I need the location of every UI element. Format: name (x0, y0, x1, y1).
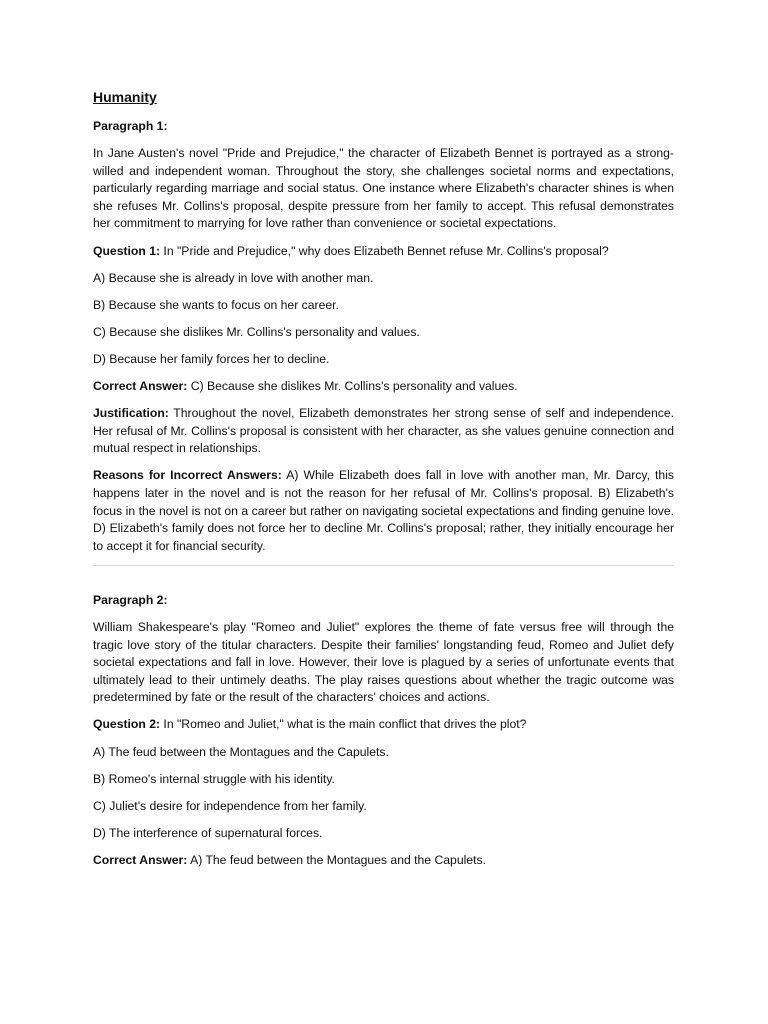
option-a: A) The feud between the Montagues and the Capulets. (93, 744, 389, 759)
question-text: In "Romeo and Juliet," what is the main conflict that drives the plot? (160, 717, 527, 732)
option-b: B) Because she wants to focus on her career. (93, 297, 339, 312)
section-divider (93, 565, 674, 566)
reasons-label: Reasons for Incorrect Answers: (93, 468, 282, 483)
question-label: Question 1: (93, 243, 161, 258)
justification-label: Justification: (93, 406, 169, 421)
option-c: C) Because she dislikes Mr. Collins's personality and values. (93, 324, 420, 339)
answer-label: Correct Answer: (93, 852, 188, 867)
correct-answer (93, 378, 674, 396)
option-d: D) The interference of supernatural forces. (93, 825, 323, 840)
question (93, 243, 674, 261)
option-a: A) Because she is already in love with another man. (93, 270, 374, 285)
justification-text: Throughout the novel, Elizabeth demonstrates her strong sense of self and independence. Her refusal of Mr. Collins's proposal is consistent with her character, as she values genuine connection and mutual respect in relationships. (93, 406, 674, 456)
answer-label: Correct Answer: (93, 379, 188, 394)
section-heading: Paragraph 2: (93, 592, 168, 607)
document-title: Humanity (93, 89, 157, 105)
section-heading: Paragraph 1: (93, 119, 168, 133)
option-b: B) Romeo's internal struggle with his identity. (93, 771, 335, 786)
question-text: In "Pride and Prejudice," why does Elizabeth Bennet refuse Mr. Collins's proposal? (160, 243, 609, 258)
option-d: D) Because her family forces her to decline. (93, 351, 330, 366)
passage: In Jane Austen's novel "Pride and Prejudice," the character of Elizabeth Bennet is portrayed as a strong-willed and independent woman. Throughout the story, she challenges societal norms and expectations, particularly regarding marriage and social status. One instance where Elizabeth's character shines is when she refuses Mr. Collins's proposal, despite pressure from her family to accept. This refusal demonstrates her commitment to marrying for love rather than convenience or societal expectations. (93, 146, 674, 231)
question-label: Question 2: (93, 717, 161, 732)
passage: William Shakespeare's play "Romeo and Juliet" explores the theme of fate versus free will through the tragic love story of the titular characters. Despite their families' longstanding feud, Romeo and Juliet defy societal expectations and fall in love. However, their love is plagued by a series of unfortunate events that ultimately lead to their untimely deaths. The play raises questions about whether the tragic outcome was predetermined by fate or the result of the characters' choices and actions. (93, 619, 674, 705)
question (93, 716, 674, 734)
reasons-text: A) While Elizabeth does fall in love with another man, Mr. Darcy, this happens later in the novel and is not the reason for her refusal of Mr. Collins's proposal. B) Elizabeth's focus in the novel is not on a career but rather on navigating societal expectations and finding genuine love. D) Elizabeth's family does not force her to decline Mr. Collins's proposal; rather, they initially encourage her to accept it for financial security. (93, 468, 674, 553)
incorrect-reasons (93, 467, 674, 555)
answer-text: C) Because she dislikes Mr. Collins's personality and values. (187, 379, 518, 394)
answer-text: A) The feud between the Montagues and the Capulets. (187, 852, 486, 867)
option-c: C) Juliet's desire for independence from her family. (93, 798, 367, 813)
correct-answer (93, 852, 674, 870)
justification (93, 405, 674, 458)
